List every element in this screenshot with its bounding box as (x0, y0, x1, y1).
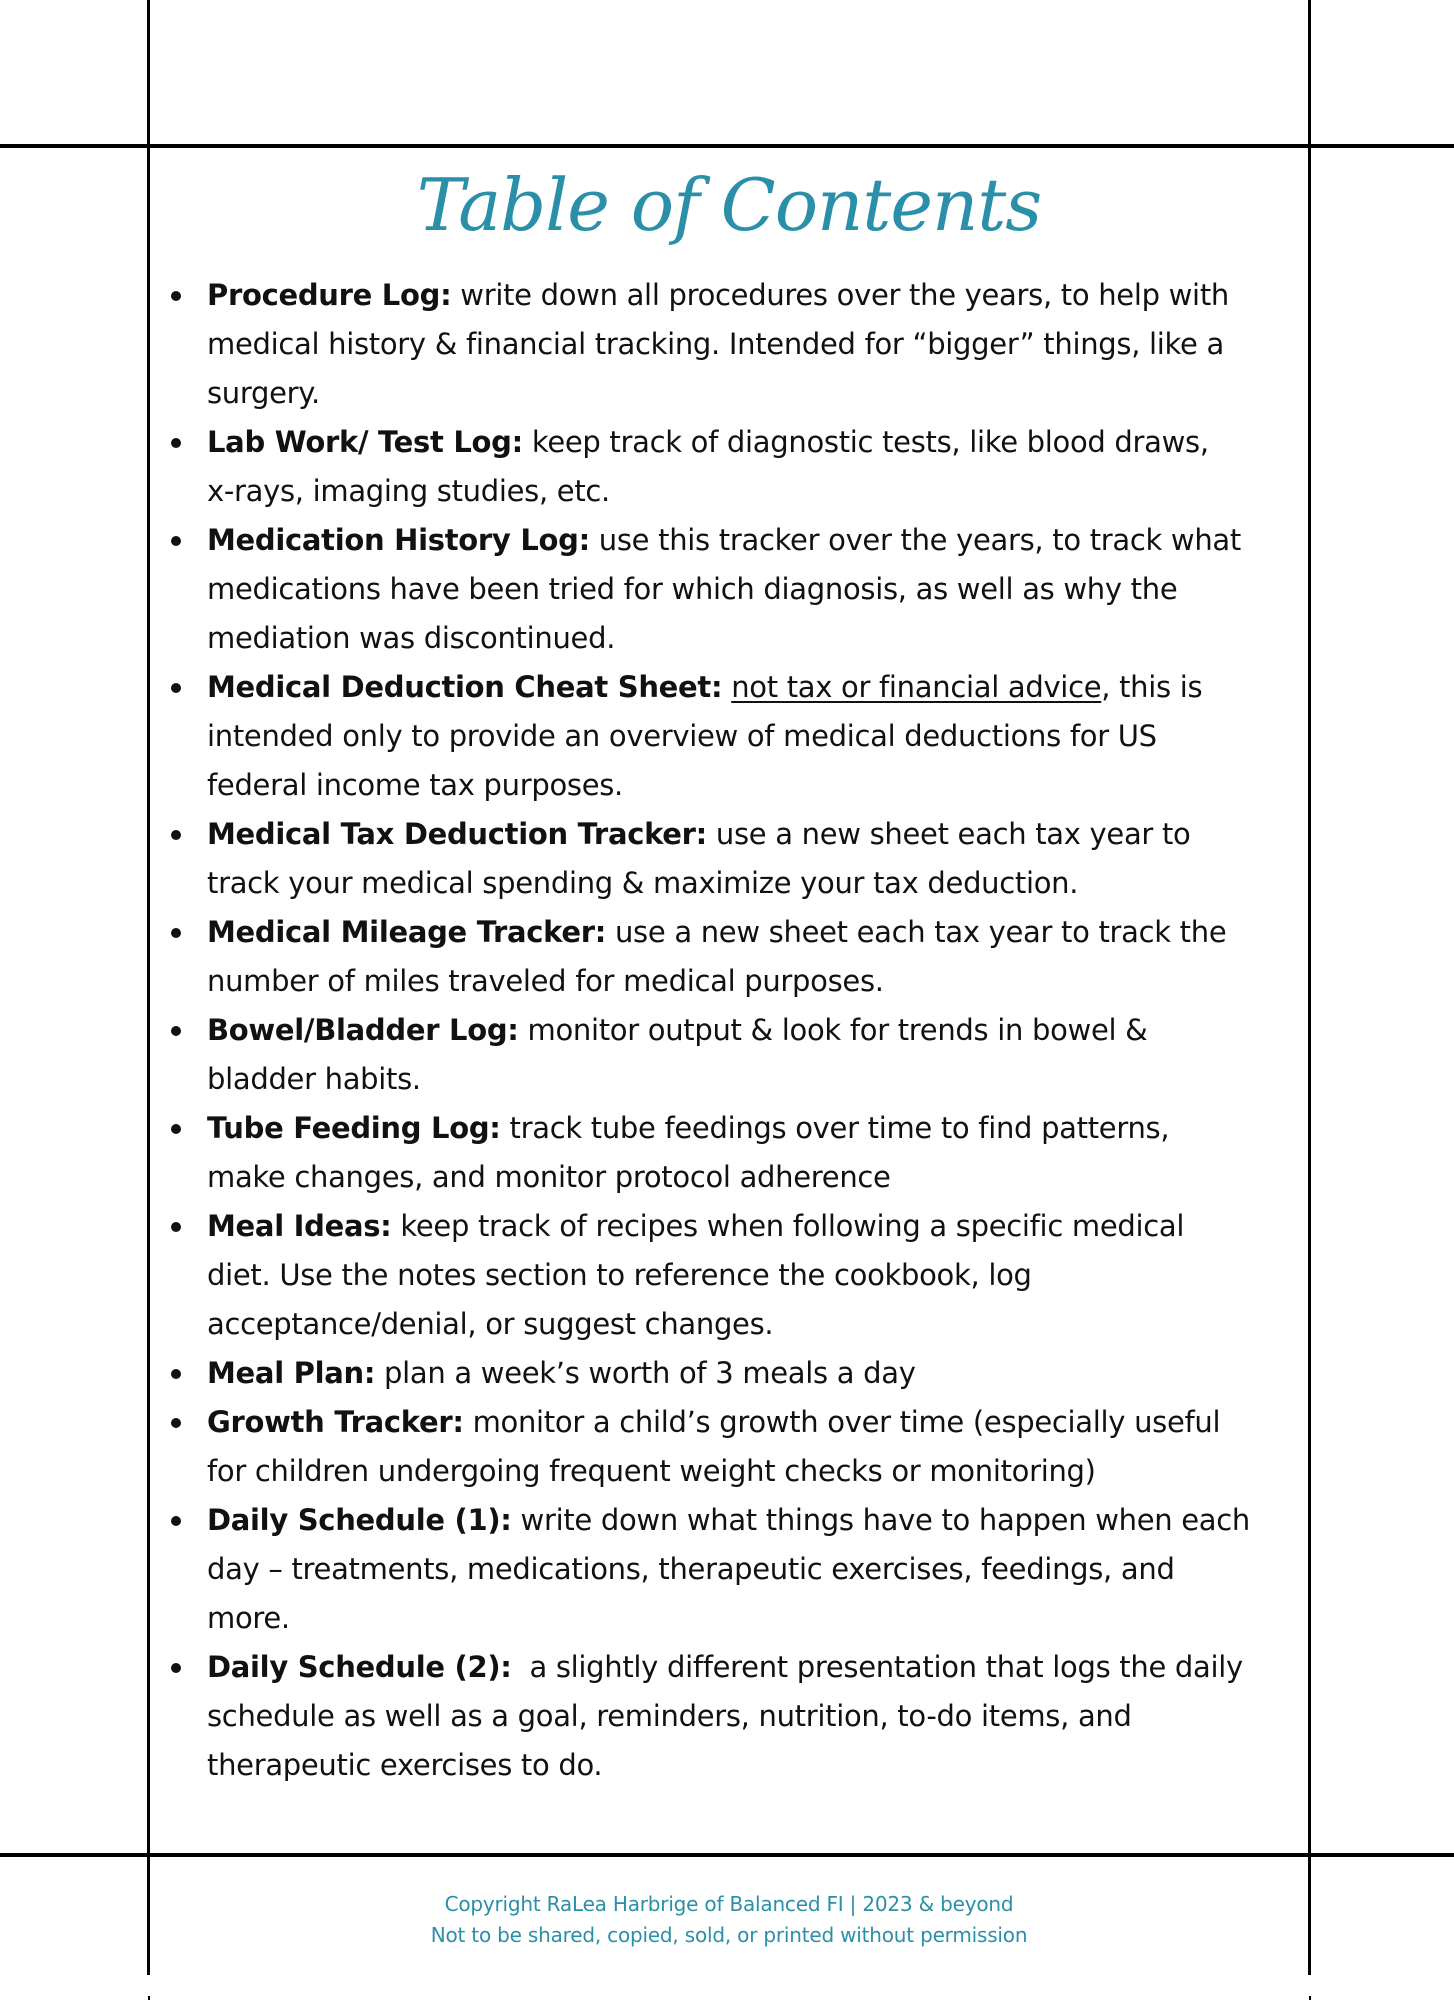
toc-item-line (207, 1398, 1308, 1447)
toc-item-name: Medical Tax Deduction Tracker: (207, 817, 707, 851)
toc-item-description: therapeutic exercises to do. (207, 1748, 603, 1782)
bullet-icon (171, 1418, 181, 1428)
toc-item-line (207, 516, 1308, 565)
bullet-icon (171, 536, 181, 546)
left-crop-mark (148, 1996, 150, 2000)
toc-item-description: day – treatments, medications, therapeutic exercises, feedings, and (207, 1552, 1175, 1586)
toc-item-line (207, 1104, 1308, 1153)
toc-item-meal-plan (150, 1349, 1308, 1398)
toc-item-lab-work-log (150, 418, 1308, 516)
copyright-text: Copyright RaLea Harbrige of Balanced FI | 2023 & beyond (444, 1892, 1014, 1916)
right-border-line (1308, 0, 1311, 1975)
toc-item-description: monitor a child’s growth over time (especially useful (463, 1405, 1221, 1439)
toc-item-description: number of miles traveled for medical purposes. (207, 964, 884, 998)
toc-item-description: keep track of recipes when following a specific medical (391, 1209, 1185, 1243)
toc-item-line (207, 418, 1308, 467)
toc-item-line (207, 1643, 1308, 1692)
top-border-line (0, 144, 1454, 148)
toc-item-bowel-bladder-log (150, 1006, 1308, 1104)
bullet-icon (171, 1369, 181, 1379)
toc-item-medical-deduction-cheat-sheet (150, 663, 1308, 810)
toc-item-name: Lab Work/ Test Log: (207, 425, 523, 459)
toc-item-meal-ideas (150, 1202, 1308, 1349)
toc-item-medical-tax-deduction-tracker (150, 810, 1308, 908)
toc-item-name: Bowel/Bladder Log: (207, 1013, 519, 1047)
toc-item-line (207, 271, 1308, 320)
toc-item-description: use a new sheet each tax year to track the (606, 915, 1227, 949)
toc-item-name: Tube Feeding Log: (207, 1111, 501, 1145)
bullet-icon (171, 928, 181, 938)
toc-item-description: track your medical spending & maximize your tax deduction. (207, 866, 1079, 900)
toc-item-line (207, 908, 1308, 957)
toc-item-line (207, 663, 1308, 712)
footer (150, 1889, 1308, 1951)
toc-item-description: schedule as well as a goal, reminders, nutrition, to-do items, and (207, 1699, 1132, 1733)
toc-item-description: diet. Use the notes section to reference the cookbook, log (207, 1258, 1032, 1292)
toc-item-description: use a new sheet each tax year to (706, 817, 1191, 851)
toc-item-description: for children undergoing frequent weight checks or monitoring) (207, 1454, 1096, 1488)
toc-item-name: Meal Plan: (207, 1356, 376, 1390)
toc-item-line (207, 1006, 1308, 1055)
disclaimer-underlined-text: not tax or financial advice (731, 670, 1102, 704)
bullet-icon (171, 291, 181, 301)
toc-item-line (207, 1496, 1308, 1545)
toc-item-line (207, 1349, 1308, 1398)
toc-item-tube-feeding-log (150, 1104, 1308, 1202)
toc-item-description: medical history & financial tracking. Intended for “bigger” things, like a (207, 327, 1224, 361)
bullet-icon (171, 438, 181, 448)
toc-item-name: Daily Schedule (2): (207, 1650, 512, 1684)
toc-item-description: more. (207, 1601, 290, 1635)
toc-item-description: a slightly different presentation that logs the daily (511, 1650, 1243, 1684)
toc-item-name: Medication History Log: (207, 523, 590, 557)
bottom-border-line (0, 1853, 1454, 1857)
toc-item-description: plan a week’s worth of 3 meals a day (375, 1356, 916, 1390)
bullet-icon (171, 1516, 181, 1526)
bullet-icon (171, 830, 181, 840)
toc-item-daily-schedule-1 (150, 1496, 1308, 1643)
toc-item-daily-schedule-2 (150, 1643, 1308, 1790)
toc-item-medication-history-log (150, 516, 1308, 663)
bullet-icon (171, 1663, 181, 1673)
toc-item-description: track tube feedings over time to find patterns, (500, 1111, 1170, 1145)
toc-item-description: medications have been tried for which diagnosis, as well as why the (207, 572, 1178, 606)
toc-item-description: use this tracker over the years, to track what (589, 523, 1241, 557)
toc-item-name: Medical Mileage Tracker: (207, 915, 607, 949)
toc-item-line (207, 1202, 1308, 1251)
bullet-icon (171, 1124, 181, 1134)
toc-item-description: write down what things have to happen when each (511, 1503, 1250, 1537)
toc-item-description: bladder habits. (207, 1062, 421, 1096)
toc-item-description: keep track of diagnostic tests, like blood draws, (522, 425, 1209, 459)
permission-notice: Not to be shared, copied, sold, or printed without permission (430, 1923, 1028, 1947)
right-crop-mark (1309, 1996, 1311, 2000)
toc-item-medical-mileage-tracker (150, 908, 1308, 1006)
toc-item-description: make changes, and monitor protocol adherence (207, 1160, 891, 1194)
toc-item-description: intended only to provide an overview of medical deductions for US (207, 719, 1157, 753)
toc-item-name: Daily Schedule (1): (207, 1503, 512, 1537)
toc-item-description: monitor output & look for trends in bowel & (518, 1013, 1148, 1047)
toc-item-description: surgery. (207, 376, 320, 410)
bullet-icon (171, 1026, 181, 1036)
toc-item-description: acceptance/denial, or suggest changes. (207, 1307, 774, 1341)
toc-item-procedure-log (150, 271, 1308, 418)
toc-item-name: Medical Deduction Cheat Sheet: (207, 670, 723, 704)
bullet-icon (171, 1222, 181, 1232)
page-title: Table of Contents (416, 163, 1042, 247)
toc-item-name: Growth Tracker: (207, 1405, 464, 1439)
toc-item-description: , this is (1101, 670, 1203, 704)
toc-item-name: Procedure Log: (207, 278, 452, 312)
toc-item-description: x-rays, imaging studies, etc. (207, 474, 610, 508)
toc-item-description: federal income tax purposes. (207, 768, 623, 802)
toc-item-name: Meal Ideas: (207, 1209, 392, 1243)
bullet-icon (171, 683, 181, 693)
toc-item-description: mediation was discontinued. (207, 621, 616, 655)
toc-item-description: write down all procedures over the years, to help with (451, 278, 1229, 312)
toc-item-growth-tracker (150, 1398, 1308, 1496)
toc-list (150, 271, 1308, 1790)
toc-item-line (207, 810, 1308, 859)
